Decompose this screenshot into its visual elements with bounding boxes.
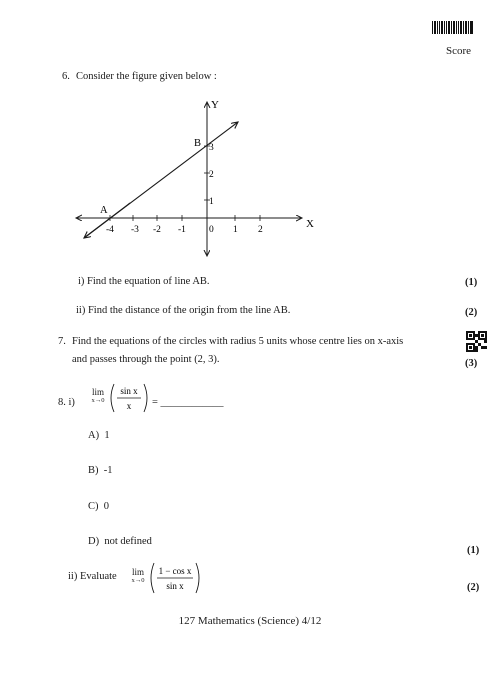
q6-part-ii-marks: (2) [465,307,478,318]
option-key: B) [88,465,99,476]
score-label: Score [446,45,472,57]
q8ii-label: ii) Evaluate [68,571,117,582]
point-b-label: B [194,138,202,149]
qr-code-icon [466,331,487,352]
q8i-answer-blank: = ____________ [152,397,224,408]
frac1-numerator: sin x [120,386,138,396]
option-a [88,431,110,442]
x-tick-label: -3 [131,225,139,235]
axis-x-label: X [306,218,314,230]
q6-coordinate-figure [70,96,330,266]
option-key: A) [88,430,100,441]
option-text: not defined [104,536,152,547]
q6-part-ii: ii) Find the distance of the origin from the line AB. [76,305,291,316]
q8ii-fraction [146,561,204,595]
option-text: 0 [103,501,109,512]
q7-line2: and passes through the point (2, 3). [72,354,220,365]
option-key: D) [88,536,100,547]
q6-part-i-marks: (1) [465,277,478,288]
q8i-fraction [106,382,152,414]
q8-number: 8. i) [58,397,75,408]
x-tick-label: -1 [178,225,186,235]
option-d [88,537,152,548]
option-b [88,466,113,477]
x-tick-label: -2 [153,225,161,235]
q8ii-marks: (2) [467,582,480,593]
q8ii-limit [128,567,148,584]
page-footer: 127 Mathematics (Science) 4/12 [178,615,322,627]
option-text: 1 [104,430,110,441]
lim-subscript: x→0 [91,397,105,404]
q8i-limit [88,387,108,404]
barcode [432,21,475,34]
x-tick-label: 2 [258,225,263,235]
frac1-denominator: x [126,401,132,411]
y-tick-label: 2 [209,170,214,180]
q7-line1: Find the equations of the circles with radius 5 units whose centre lies on x-axis [72,336,404,347]
x-tick-label: 1 [233,225,238,235]
q8i-marks: (1) [467,545,480,556]
x-tick-label: -4 [106,225,114,235]
q7-marks: (3) [465,358,478,369]
y-tick-label: 1 [209,197,214,207]
option-c [88,502,109,513]
q6-number: 6. [62,71,70,82]
option-key: C) [88,501,99,512]
axis-y-label: Y [211,99,219,111]
frac2-numerator: 1 − cos x [158,566,192,576]
q6-part-i: i) Find the equation of line AB. [78,276,210,287]
frac2-denominator: sin x [166,581,184,591]
lim-label: lim [91,387,104,397]
lim-subscript: x→0 [131,577,145,584]
option-text: -1 [103,465,113,476]
y-tick-label: 3 [209,143,214,153]
x-tick-label: 0 [209,225,214,235]
q7-number: 7. [58,336,66,347]
point-a-label: A [100,205,108,216]
q6-prompt: Consider the figure given below : [76,71,217,82]
lim-label: lim [131,567,144,577]
